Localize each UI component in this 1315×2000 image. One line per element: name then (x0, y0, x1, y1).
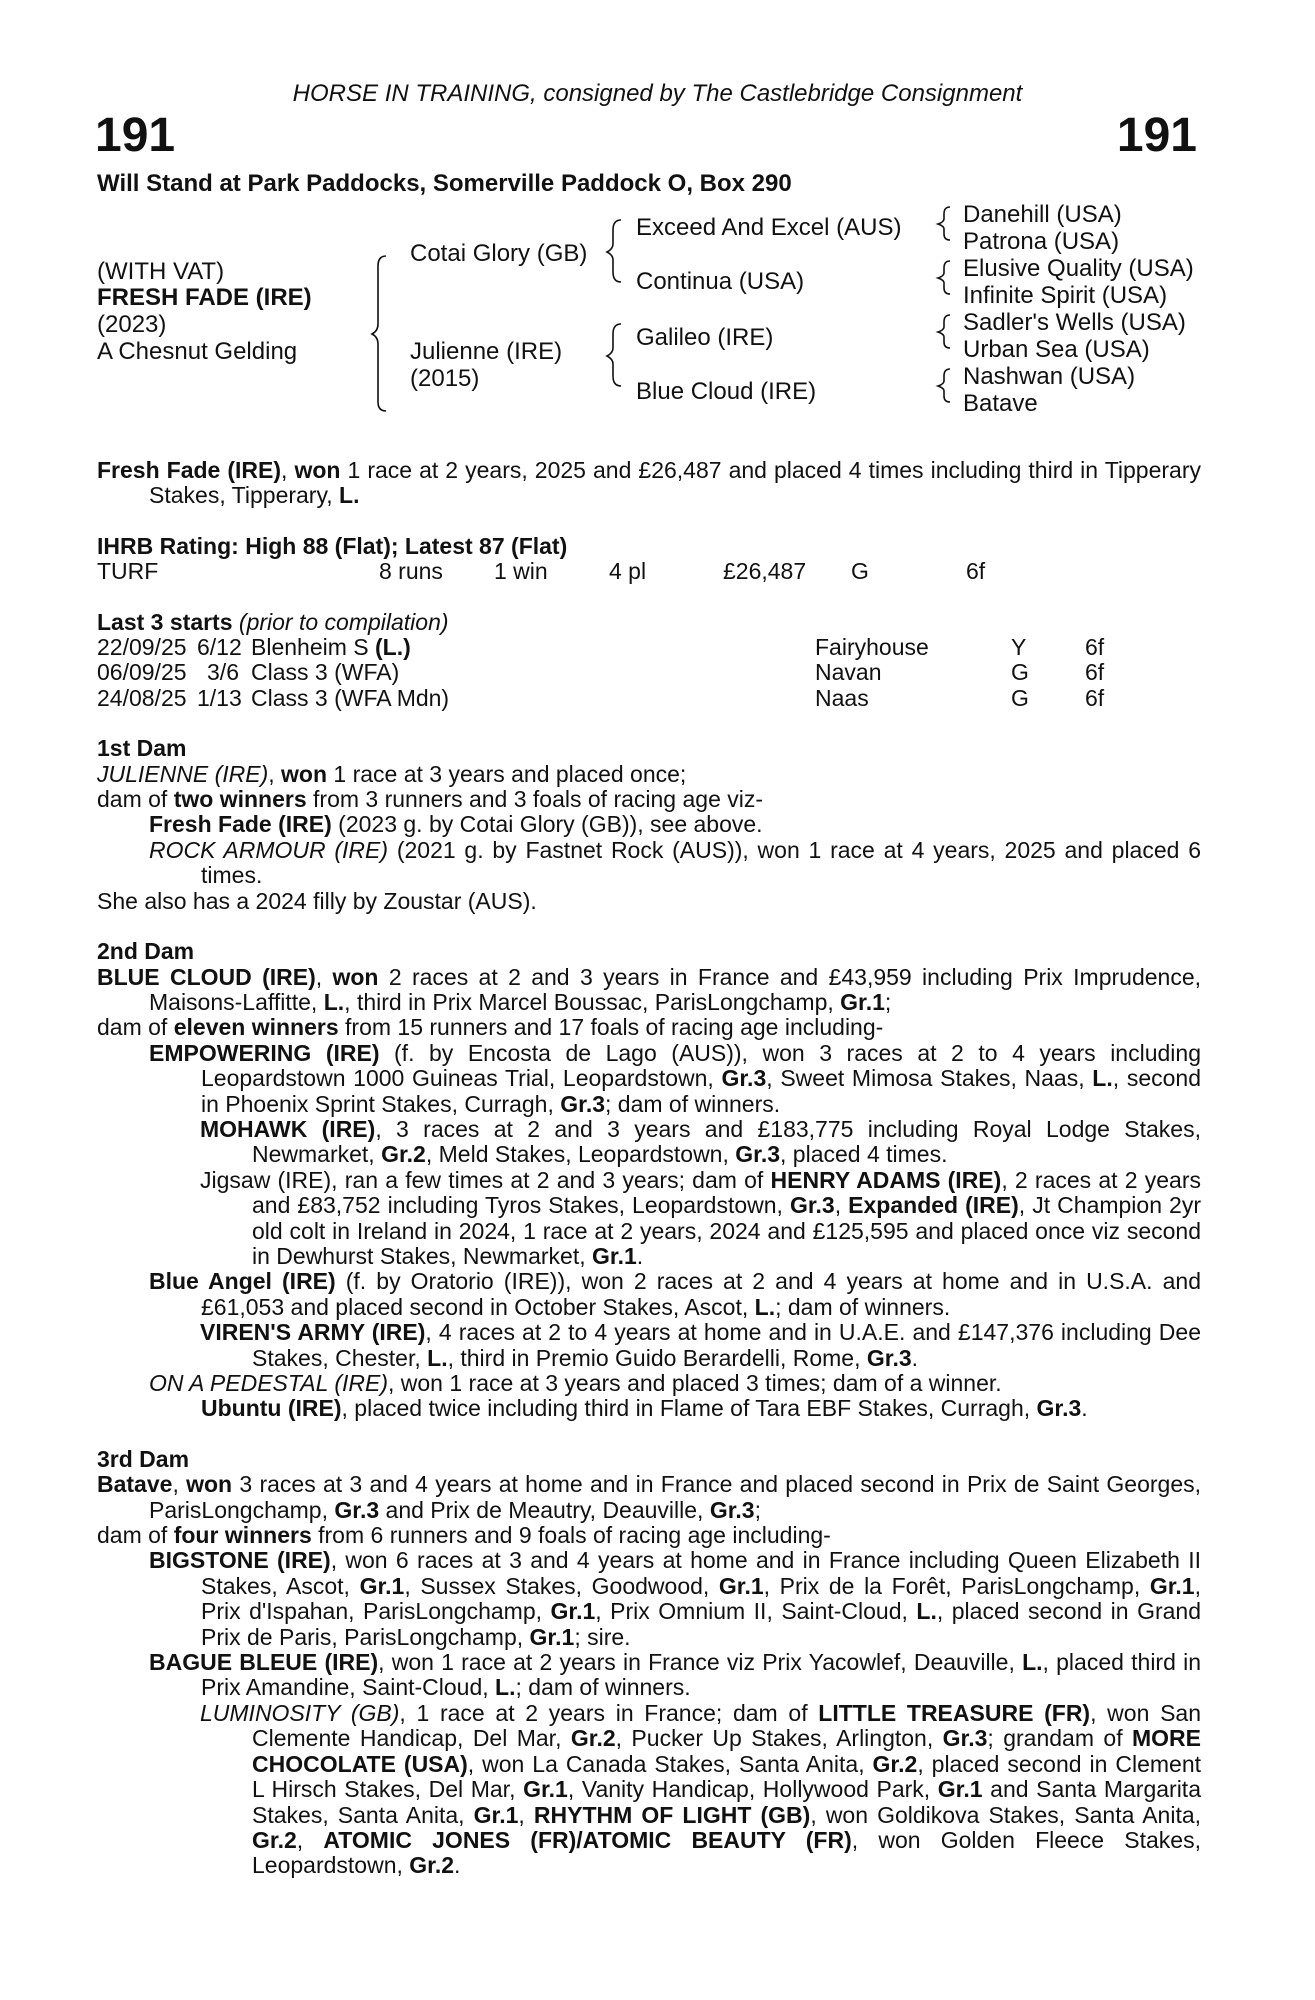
produce-jigsaw: Jigsaw (IRE), ran a few times at 2 and 3 years; dam of HENRY ADAMS (IRE), 2 races at 2 years and £83,752 including Tyros Stakes, Leopardstown, Gr.3, Expanded (IRE), Jt Champion 2yr old colt in Ireland in 2024, 1 race at 2 years, 2024 and £125,595 and placed once viz second in Dewhurst Stakes, Newmarket, Gr.1. (200, 1166, 1201, 1269)
horse-name: FRESH FADE (IRE) (97, 284, 312, 311)
rating-surface: TURF (97, 558, 159, 585)
gen4-4: Infinite Spirit (USA) (963, 282, 1168, 309)
dam-year: (2015) (410, 365, 480, 392)
dam-dam: Blue Cloud (IRE) (636, 378, 817, 405)
produce-bigstone: BIGSTONE (IRE), won 6 races at 3 and 4 years at home and in France including Queen Elizabeth II Stakes, Ascot, Gr.1, Sussex Stakes, Goodwood, Gr.1, Prix de la Forêt, ParisLongchamp, Gr.1, Prix d'Ispahan, ParisLongchamp, Gr.1, Prix Omnium II, Saint-Cloud, L., placed second in Grand Prix de Paris, ParisLongchamp, Gr.1; sire. (149, 1547, 1201, 1650)
second-dam-text: BLUE CLOUD (IRE), won 2 races at 2 and 3 years in France and £43,959 including Prix Imprudence, Maisons-Laffitte, L., third in Prix Marcel Boussac, ParisLongchamp, Gr.1; (97, 963, 1201, 1015)
lot-number-left: 191 (95, 109, 176, 162)
produce-virens-army: VIREN'S ARMY (IRE), 4 races at 2 to 4 years at home and in U.A.E. and £147,376 including Dee Stakes, Chester, L., third in Premio Guido Berardelli, Rome, Gr.3. (200, 1319, 1201, 1371)
rating-row (97, 559, 1201, 584)
produce-ubuntu: Ubuntu (IRE), placed twice including third in Flame of Tara EBF Stakes, Curragh, Gr.3. (201, 1395, 1088, 1422)
dam: Julienne (IRE) (410, 338, 563, 365)
rating-title: IHRB Rating: High 88 (Flat); Latest 87 (Flat) (97, 532, 568, 559)
rating-runs: 8 runs (379, 558, 443, 585)
horse-year: (2023) (97, 311, 167, 338)
first-dam-text: JULIENNE (IRE), won 1 race at 3 years and placed once; (97, 760, 687, 787)
gen4-8: Batave (963, 390, 1038, 417)
gen4-7: Nashwan (USA) (963, 363, 1136, 390)
vat-note: (WITH VAT) (97, 258, 225, 285)
rating-placed: 4 pl (609, 558, 647, 585)
gen4-5: Sadler's Wells (USA) (963, 309, 1186, 336)
horse-description: A Chesnut Gelding (97, 338, 298, 365)
stand-location: Will Stand at Park Paddocks, Somerville Paddock O, Box 290 (97, 170, 792, 197)
rating-wins: 1 win (494, 558, 548, 585)
produce-blue-angel: Blue Angel (IRE) (f. by Oratorio (IRE)), won 2 races at 2 and 4 years at home and in U.S.A. and £61,053 and placed second in October Stakes, Ascot, L.; dam of winners. (149, 1268, 1201, 1320)
horse-summary: Fresh Fade (IRE), won 1 race at 2 years, 2025 and £26,487 and placed 4 times including third in Tipperary Stakes, Tipperary, L. (97, 457, 1201, 509)
last-starts-table (97, 635, 1201, 711)
first-dam-heading: 1st Dam (97, 735, 187, 762)
pedigree-chart (0, 198, 1315, 418)
rating-distance: 6f (966, 558, 986, 585)
catalogue-body: Fresh Fade (IRE), won 1 race at 2 years, 2025 and £26,487 and placed 4 times including third in Tipperary Stakes, Tipperary, L. IHRB Rating: High 88 (Flat); Latest 87 (Flat) TURF 8 runs 1 win 4 pl £26,487 G 6f Last 3 starts (prior to compilation) 22/09/25 6/12 Blenheim S (L.) Fairyhouse Y 6f 06/09/25 3/6 Class 3 (WFA) Navan G 6f 24/08/25 1/13 Class 3 (WFA Mdn) Naas G 6f 1st Dam JULIENNE (IRE), won 1 race at 3 years and placed once; dam of two winners from 3 runners and 3 foals of racing age viz- Fresh Fade (IRE) (2023 g. by Cotai Glory (GB)), see above. ROCK ARMOUR (IRE) (2021 g. by Fastnet Rock (AUS)), won 1 race at 4 years, 2025 and placed 6 times. She also has a 2024 filly by Zoustar (AUS). 2nd Dam BLUE CLOUD (IRE), won 2 races at 2 and 3 years in France and £43,959 including Prix Imprudence, Maisons-Laffitte, L., third in Prix Marcel Boussac, ParisLongchamp, Gr.1; dam of eleven winners from 15 runners and 17 foals of racing age including- EMPOWERING (IRE) (f. by Encosta de Lago (AUS)), won 3 races at 2 to 4 years including Leopardstown 1000 Guineas Trial, Leopardstown, Gr.3, Sweet Mimosa Stakes, Naas, L., second in Phoenix Sprint Stakes, Curragh, Gr.3; dam of winners. MOHAWK (IRE), 3 races at 2 and 3 years and £183,775 including Royal Lodge Stakes, Newmarket, Gr.2, Meld Stakes, Leopardstown, Gr.3, placed 4 times. Jigsaw (IRE), ran a few times at 2 and 3 years; dam of HENRY ADAMS (IRE), 2 races at 2 years and £83,752 including Tyros Stakes, Leopardstown, Gr.3, Expanded (IRE), Jt Champion 2yr old colt in Ireland in 2024, 1 race at 2 years, 2024 and £125,595 and placed once viz second in Dewhurst Stakes, Newmarket, Gr.1. Blue Angel (IRE) (f. by Oratorio (IRE)), won 2 races at 2 and 4 years at home and in U.S.A. and £61,053 and placed second in October Stakes, Ascot, L.; dam of winners. VIREN'S ARMY (IRE), 4 races at 2 to 4 years at home and in U.A.E. and £147,376 including Dee Stakes, Chester, L., third in Premio Guido Berardelli, Rome, Gr.3. ON A PEDESTAL (IRE), won 1 race at 3 years and placed 3 times; dam of a winner. Ubuntu (IRE), placed twice including third in Flame of Tara EBF Stakes, Curragh, Gr.3. 3rd Dam Batave, won 3 races at 3 and 4 years at home and in France and placed second in Prix de Saint Georges, ParisLongchamp, Gr.3 and Prix de Meautry, Deauville, Gr.3; dam of four winners from 6 runners and 9 foals of racing age including- BIGSTONE (IRE), won 6 races at 3 and 4 years at home and in France including Queen Elizabeth II Stakes, Ascot, Gr.1, Sussex Stakes, Goodwood, Gr.1, Prix de la Forêt, ParisLongchamp, Gr.1, Prix d'Ispahan, ParisLongchamp, Gr.1, Prix Omnium II, Saint-Cloud, L., placed second in Grand Prix de Paris, ParisLongchamp, Gr.1; sire. BAGUE BLEUE (IRE), won 1 race at 2 years in France viz Prix Yacowlef, Deauville, L., placed third in Prix Amandine, Saint-Cloud, L.; dam of winners. LUMINOSITY (GB), 1 race at 2 years in France; dam of LITTLE TREASURE (FR), won San Clemente Handicap, Del Mar, Gr.2, Pucker Up Stakes, Arlington, Gr.3; grandam of MORE CHOCOLATE (USA), won La Canada Stakes, Santa Anita, Gr.2, placed second in Clement L Hirsch Stakes, Del Mar, Gr.1, Vanity Handicap, Hollywood Park, Gr.1 and Santa Margarita Stakes, Santa Anita, Gr.1, RHYTHM OF LIGHT (GB), won Goldikova Stakes, Santa Anita, Gr.2, ATOMIC JONES (FR)/ATOMIC BEAUTY (FR), won Golden Fleece Stakes, Leopardstown, Gr.2. (97, 457, 1202, 1879)
lot-number-right: 191 (1116, 109, 1197, 162)
dam-sire: Galileo (IRE) (636, 324, 774, 351)
produce-mohawk: MOHAWK (IRE), 3 races at 2 and 3 years and £183,775 including Royal Lodge Stakes, Newmarket, Gr.2, Meld Stakes, Leopardstown, Gr.3, placed 4 times. (200, 1115, 1201, 1168)
consignment-header: HORSE IN TRAINING, consigned by The Castlebridge Consignment (292, 80, 1023, 107)
gen4-2: Patrona (USA) (963, 228, 1120, 255)
start-row: 06/09/25 3/6 Class 3 (WFA) Navan G 6f (97, 659, 1105, 686)
last-starts-title: Last 3 starts (prior to compilation) (97, 608, 449, 635)
produce-empowering: EMPOWERING (IRE) (f. by Encosta de Lago (AUS)), won 3 races at 2 to 4 years including Leopardstown 1000 Guineas Trial, Leopardstown, Gr.3, Sweet Mimosa Stakes, Naas, L., second in Phoenix Sprint Stakes, Curragh, Gr.3; dam of winners. (149, 1039, 1201, 1117)
gen4-1: Danehill (USA) (963, 201, 1122, 228)
gen4-3: Elusive Quality (USA) (963, 255, 1194, 282)
start-row: 22/09/25 6/12 Blenheim S (L.) Fairyhouse Y 6f (97, 634, 1105, 661)
produce-fresh-fade: Fresh Fade (IRE) (2023 g. by Cotai Glory (GB)), see above. (149, 811, 763, 838)
sire-sire: Exceed And Excel (AUS) (636, 214, 902, 241)
rating-going: G (851, 558, 869, 585)
produce-rock-armour: ROCK ARMOUR (IRE) (2021 g. by Fastnet Rock (AUS)), won 1 race at 4 years, 2025 and placed 6 times. (149, 836, 1202, 889)
produce-luminosity: LUMINOSITY (GB), 1 race at 2 years in France; dam of LITTLE TREASURE (FR), won San Clemente Handicap, Del Mar, Gr.2, Pucker Up Stakes, Arlington, Gr.3; grandam of MORE CHOCOLATE (USA), won La Canada Stakes, Santa Anita, Gr.2, placed second in Clement L Hirsch Stakes, Del Mar, Gr.1, Vanity Handicap, Hollywood Park, Gr.1 and Santa Margarita Stakes, Santa Anita, Gr.1, RHYTHM OF LIGHT (GB), won Goldikova Stakes, Santa Anita, Gr.2, ATOMIC JONES (FR)/ATOMIC BEAUTY (FR), won Golden Fleece Stakes, Leopardstown, Gr.2. (200, 1699, 1202, 1879)
start-row: 24/08/25 1/13 Class 3 (WFA Mdn) Naas G 6f (97, 684, 1105, 711)
sire-dam: Continua (USA) (636, 268, 805, 295)
produce-on-a-pedestal: ON A PEDESTAL (IRE), won 1 race at 3 years and placed 3 times; dam of a winner. (149, 1370, 1002, 1396)
second-dam-heading: 2nd Dam (97, 938, 195, 965)
gen4-6: Urban Sea (USA) (963, 336, 1150, 363)
sire: Cotai Glory (GB) (410, 240, 588, 267)
third-dam-text: Batave, won 3 races at 3 and 4 years at home and in France and placed second in Prix de Saint Georges, ParisLongchamp, Gr.3 and Prix de Meautry, Deauville, Gr.3; (97, 1471, 1202, 1523)
rating-earnings: £26,487 (723, 558, 807, 585)
third-dam-heading: 3rd Dam (97, 1445, 190, 1472)
produce-bague-bleue: BAGUE BLEUE (IRE), won 1 race at 2 years in France viz Prix Yacowlef, Deauville, L., placed third in Prix Amandine, Saint-Cloud, L.; dam of winners. (149, 1649, 1201, 1701)
